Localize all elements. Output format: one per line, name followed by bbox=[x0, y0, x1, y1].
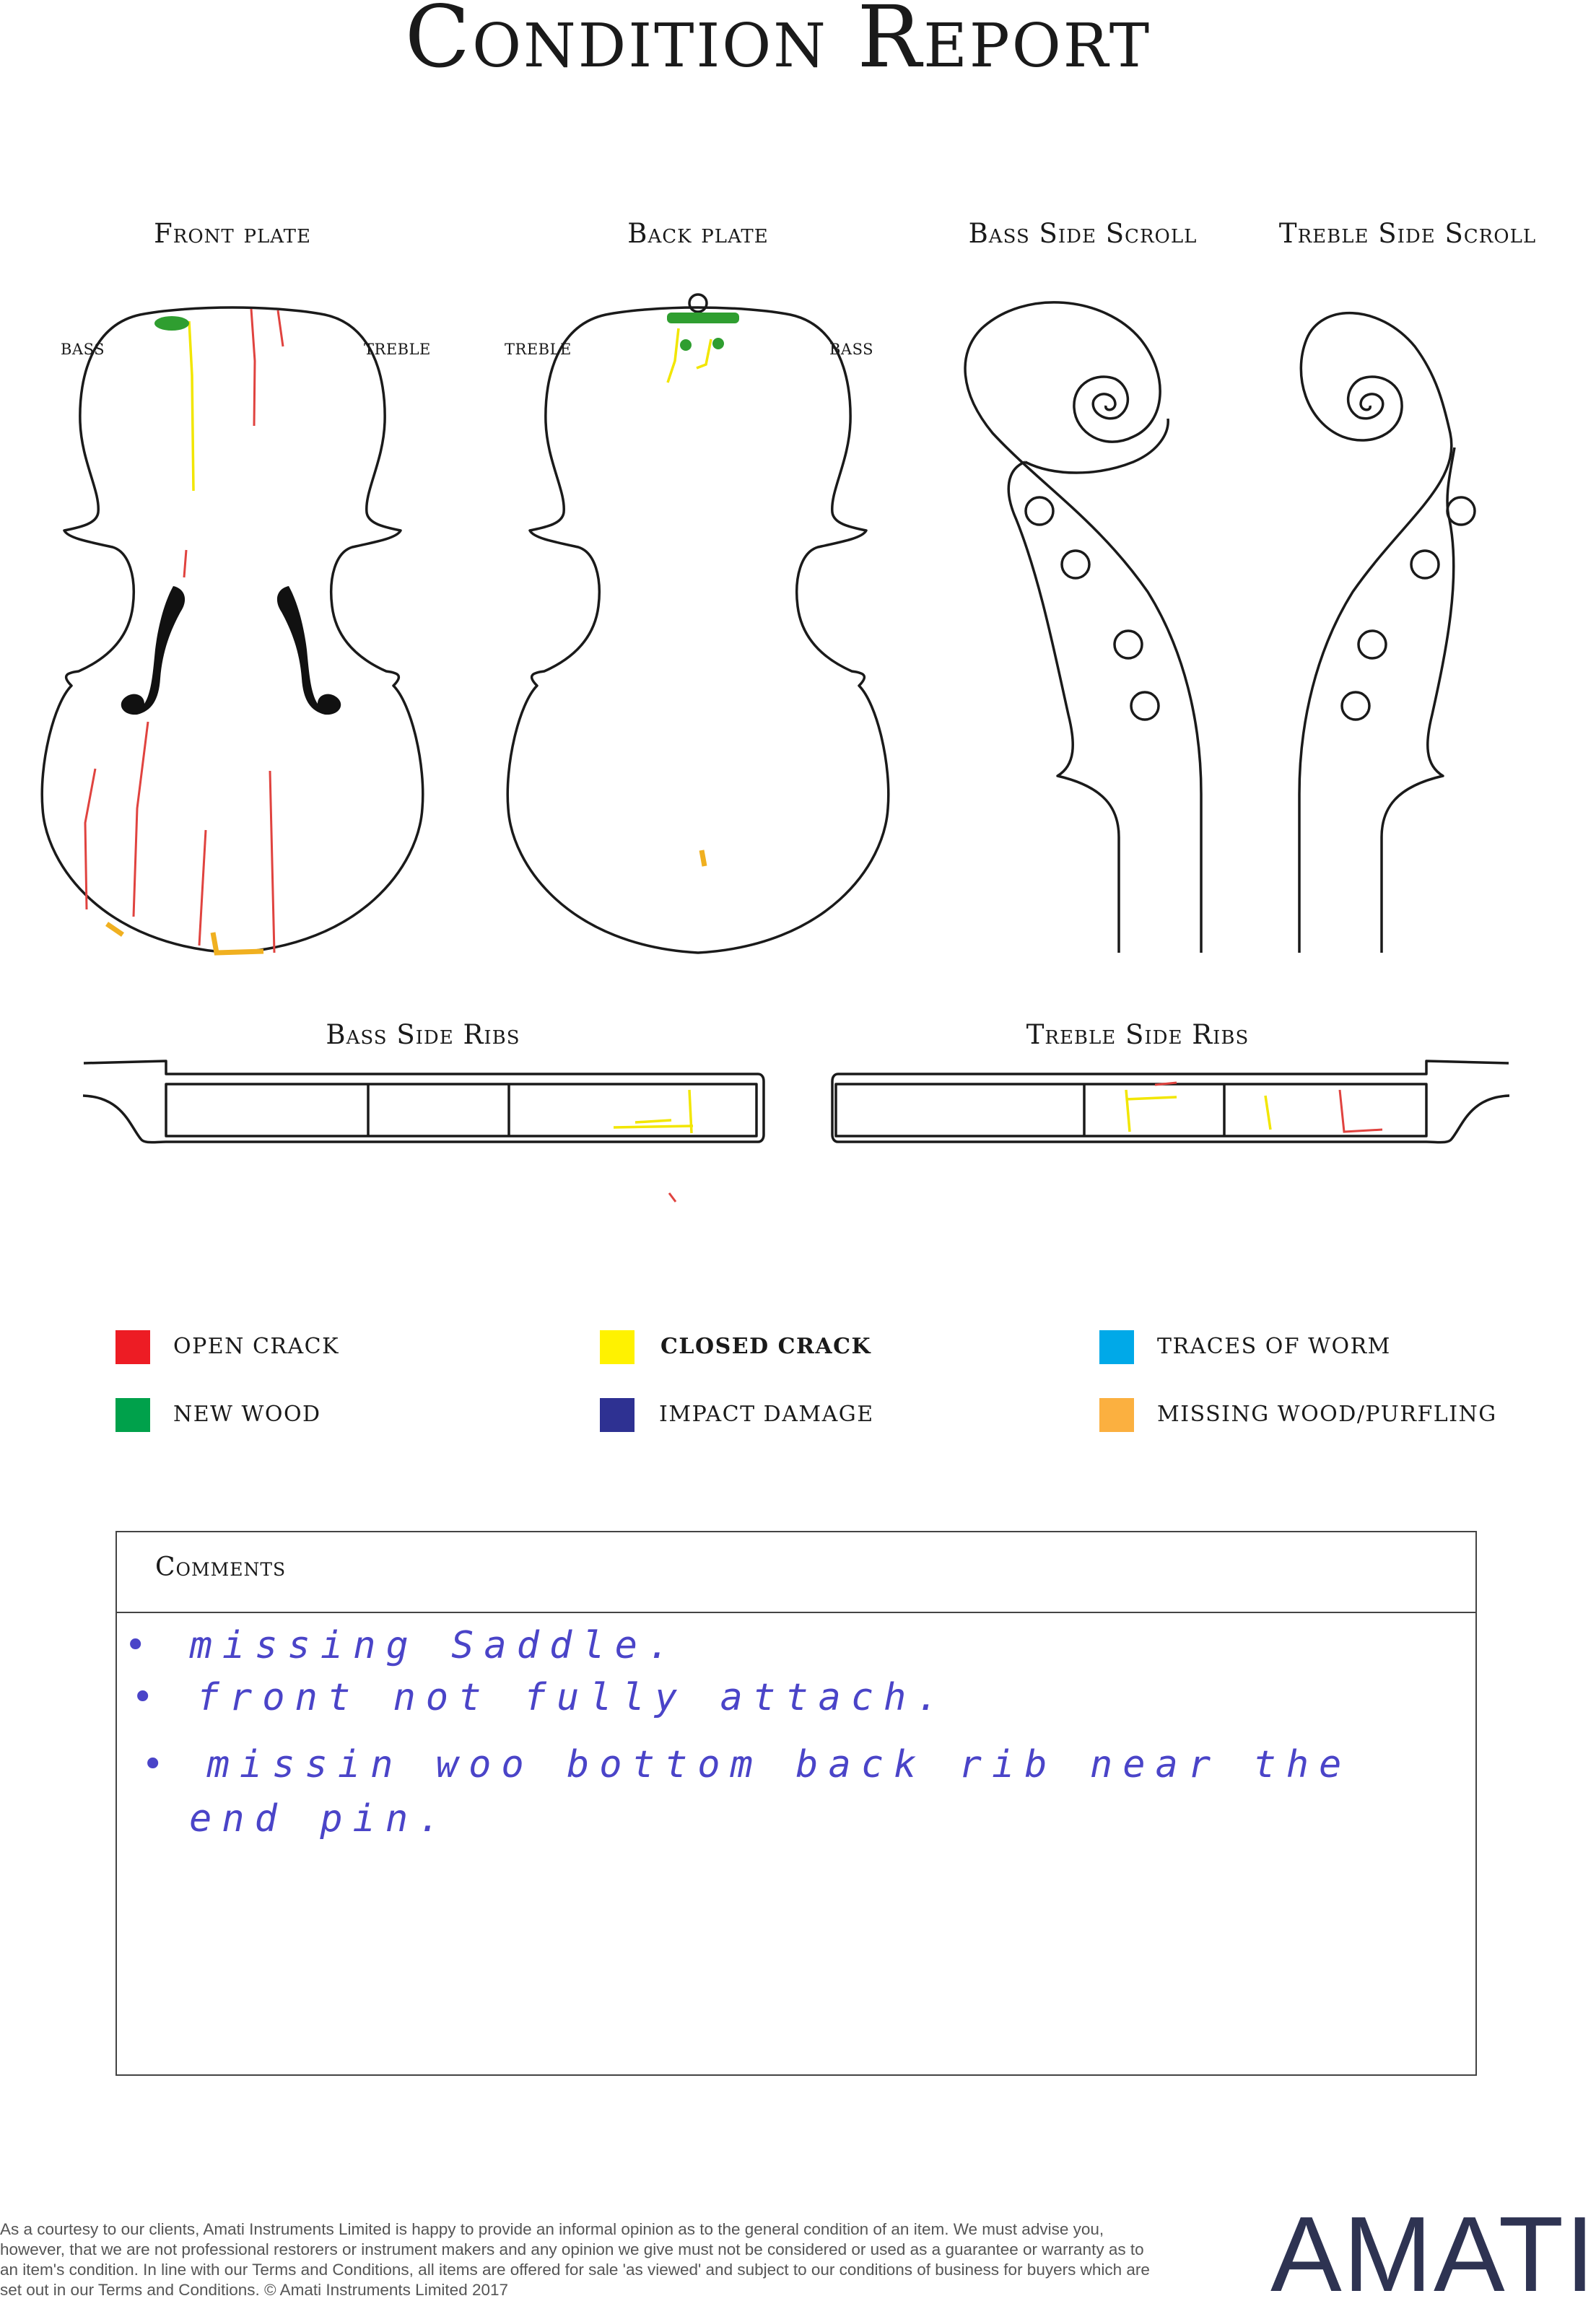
comments-title: Comments bbox=[155, 1553, 287, 1582]
back-treble-label: TREBLE bbox=[505, 341, 572, 358]
front-bass-label: BASS bbox=[61, 341, 105, 358]
legend-swatch-open-crack bbox=[115, 1330, 150, 1364]
front-plate-heading: Front plate bbox=[154, 218, 311, 249]
page-title: Condition Report bbox=[404, 0, 1152, 87]
treble-peg-hole-2 bbox=[1411, 551, 1439, 578]
missing-wood-marks bbox=[107, 850, 705, 953]
treble-side-scroll-heading: Treble Side Scroll bbox=[1278, 218, 1537, 249]
legend-label-open-crack: OPEN CRACK bbox=[173, 1334, 340, 1359]
back-bass-label: BASS bbox=[829, 341, 874, 358]
f-holes bbox=[121, 586, 341, 715]
bass-side-ribs-heading: Bass Side Ribs bbox=[326, 1019, 520, 1050]
treble-peg-hole-1 bbox=[1447, 497, 1475, 525]
treble-side-ribs-heading: Treble Side Ribs bbox=[1026, 1019, 1250, 1050]
legend-label-new-wood: NEW WOOD bbox=[173, 1402, 321, 1427]
disclaimer-text: As a courtesy to our clients, Amati Instruments Limited is happy to provide an informal opinion as to the general condition of an item. We must advise you, however, that we are not professional restorers or instrument makers and any opinion we give must not be considered or used as a guarantee or warranty as to an item's condition. In line with our Terms and Conditions, all items are offered for sale 'as viewed' and subject to our conditions of business for buyers which are set out in our Terms and Conditions. © Amati Instruments Limited 2017 bbox=[0, 2220, 1150, 2299]
bass-peg-hole-4 bbox=[1131, 692, 1159, 720]
back-plate-outline bbox=[507, 307, 889, 953]
treble-scroll-outline bbox=[1299, 313, 1452, 953]
back-button-circle bbox=[689, 294, 707, 312]
closed-crack-marks bbox=[189, 321, 1270, 1133]
legend-swatch-new-wood bbox=[115, 1398, 150, 1432]
comment-line-2: • front not fully attach. bbox=[131, 1676, 949, 1719]
bass-scroll-outline bbox=[965, 302, 1201, 953]
amati-logo: AMATI bbox=[1270, 2195, 1596, 2314]
legend-swatch-traces-of-worm bbox=[1099, 1330, 1134, 1364]
bass-peg-hole-3 bbox=[1115, 631, 1142, 658]
open-crack-marks bbox=[85, 309, 1382, 1202]
bass-peg-hole-1 bbox=[1026, 497, 1053, 525]
new-wood-marks bbox=[154, 313, 739, 351]
legend-swatch-missing-wood bbox=[1099, 1398, 1134, 1432]
legend-label-missing-wood: MISSING WOOD/PURFLING bbox=[1157, 1402, 1497, 1427]
bass-side-ribs-outline bbox=[83, 1061, 764, 1143]
comment-line-3: • missin woo bottom back rib near the bbox=[141, 1743, 1352, 1786]
comment-line-1: • missing Saddle. bbox=[124, 1624, 681, 1667]
front-treble-label: TREBLE bbox=[364, 341, 431, 358]
legend-swatch-closed-crack bbox=[600, 1330, 635, 1364]
treble-peg-hole-3 bbox=[1359, 631, 1386, 658]
legend-label-impact-damage: IMPACT DAMAGE bbox=[659, 1402, 874, 1427]
treble-peg-hole-4 bbox=[1342, 692, 1369, 720]
comment-line-4: end pin. bbox=[189, 1797, 451, 1841]
legend-label-traces-of-worm: TRACES OF WORM bbox=[1157, 1334, 1391, 1359]
legend-swatch-impact-damage bbox=[600, 1398, 635, 1432]
bass-peg-hole-2 bbox=[1062, 551, 1089, 578]
comments-header bbox=[117, 1532, 1475, 1613]
treble-side-ribs-outline bbox=[832, 1061, 1509, 1143]
front-plate-outline bbox=[42, 307, 423, 953]
legend-label-closed-crack: CLOSED CRACK bbox=[660, 1334, 872, 1359]
back-plate-heading: Back plate bbox=[627, 218, 769, 249]
bass-side-scroll-heading: Bass Side Scroll bbox=[968, 218, 1198, 249]
